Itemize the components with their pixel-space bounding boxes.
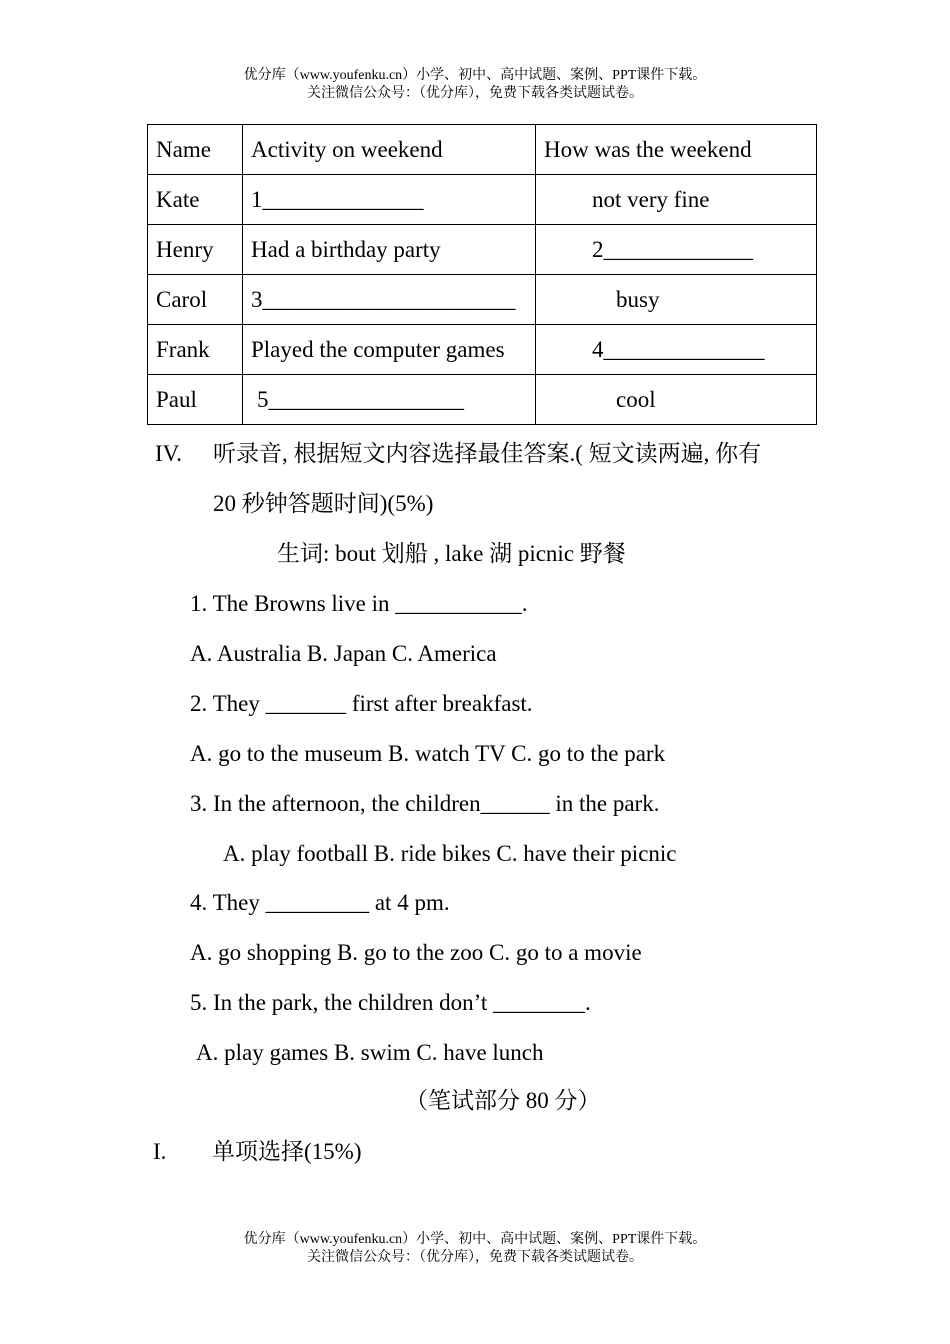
header-name: Name <box>148 125 243 175</box>
cell-activity: 1______________ <box>243 175 536 225</box>
cell-activity: 5_________________ <box>243 375 536 425</box>
cell-how: 2_____________ <box>536 225 817 275</box>
cell-how: busy <box>536 275 817 325</box>
cell-how: 4______________ <box>536 325 817 375</box>
question-4-options: A. go shopping B. go to the zoo C. go to a movie <box>190 940 642 965</box>
cell-how: cool <box>536 375 817 425</box>
table-row <box>148 275 817 325</box>
header-line-2: 关注微信公众号：（优分库），免费下载各类试题试卷。 <box>307 86 643 101</box>
question-3-options: A. play football B. ride bikes C. have their picnic <box>223 841 677 866</box>
header-activity: Activity on weekend <box>243 125 536 175</box>
cell-activity: 3______________________ <box>243 275 536 325</box>
cell-name: Carol <box>148 275 243 325</box>
table-row <box>148 375 817 425</box>
footer-line-1: 优分库（www.youfenku.cn）小学、初中、高中试题、案例、PPT课件下载。 <box>243 1232 707 1247</box>
table-row <box>148 225 817 275</box>
section-4-instruction-1: 听录音, 根据短文内容选择最佳答案.( 短文读两遍, 你有 <box>213 441 762 466</box>
header-line-1: 优分库（www.youfenku.cn）小学、初中、高中试题、案例、PPT课件下载。 <box>243 68 707 83</box>
weekend-table <box>147 124 817 425</box>
cell-name: Kate <box>148 175 243 225</box>
table-row <box>148 175 817 225</box>
section-1-title: 单项选择(15%) <box>212 1139 362 1164</box>
cell-activity: Had a birthday party <box>243 225 536 275</box>
question-5: 5. In the park, the children don’t ________. <box>190 990 591 1015</box>
table-row <box>148 325 817 375</box>
section-4-number: IV. <box>155 441 183 466</box>
cell-activity: Played the computer games <box>243 325 536 375</box>
cell-how: not very fine <box>536 175 817 225</box>
vocab-line: 生词: bout 划船 , lake 湖 picnic 野餐 <box>277 541 626 566</box>
question-1-options: A. Australia B. Japan C. America <box>190 641 497 666</box>
table-header-row <box>148 125 817 175</box>
question-2-options: A. go to the museum B. watch TV C. go to the park <box>190 741 666 766</box>
section-4-instruction-2: 20 秒钟答题时间)(5%) <box>213 491 434 516</box>
question-3: 3. In the afternoon, the children______ in the park. <box>190 791 660 816</box>
cell-name: Henry <box>148 225 243 275</box>
question-2: 2. They _______ first after breakfast. <box>190 691 533 716</box>
header-how: How was the weekend <box>536 125 817 175</box>
question-4: 4. They _________ at 4 pm. <box>190 890 450 915</box>
footer-line-2: 关注微信公众号：（优分库），免费下载各类试题试卷。 <box>307 1250 643 1265</box>
question-5-options: A. play games B. swim C. have lunch <box>196 1040 544 1065</box>
written-part-heading: （笔试部分 80 分） <box>405 1088 601 1113</box>
cell-name: Frank <box>148 325 243 375</box>
question-1: 1. The Browns live in ___________. <box>190 591 528 616</box>
cell-name: Paul <box>148 375 243 425</box>
section-1-number: I. <box>153 1139 167 1164</box>
